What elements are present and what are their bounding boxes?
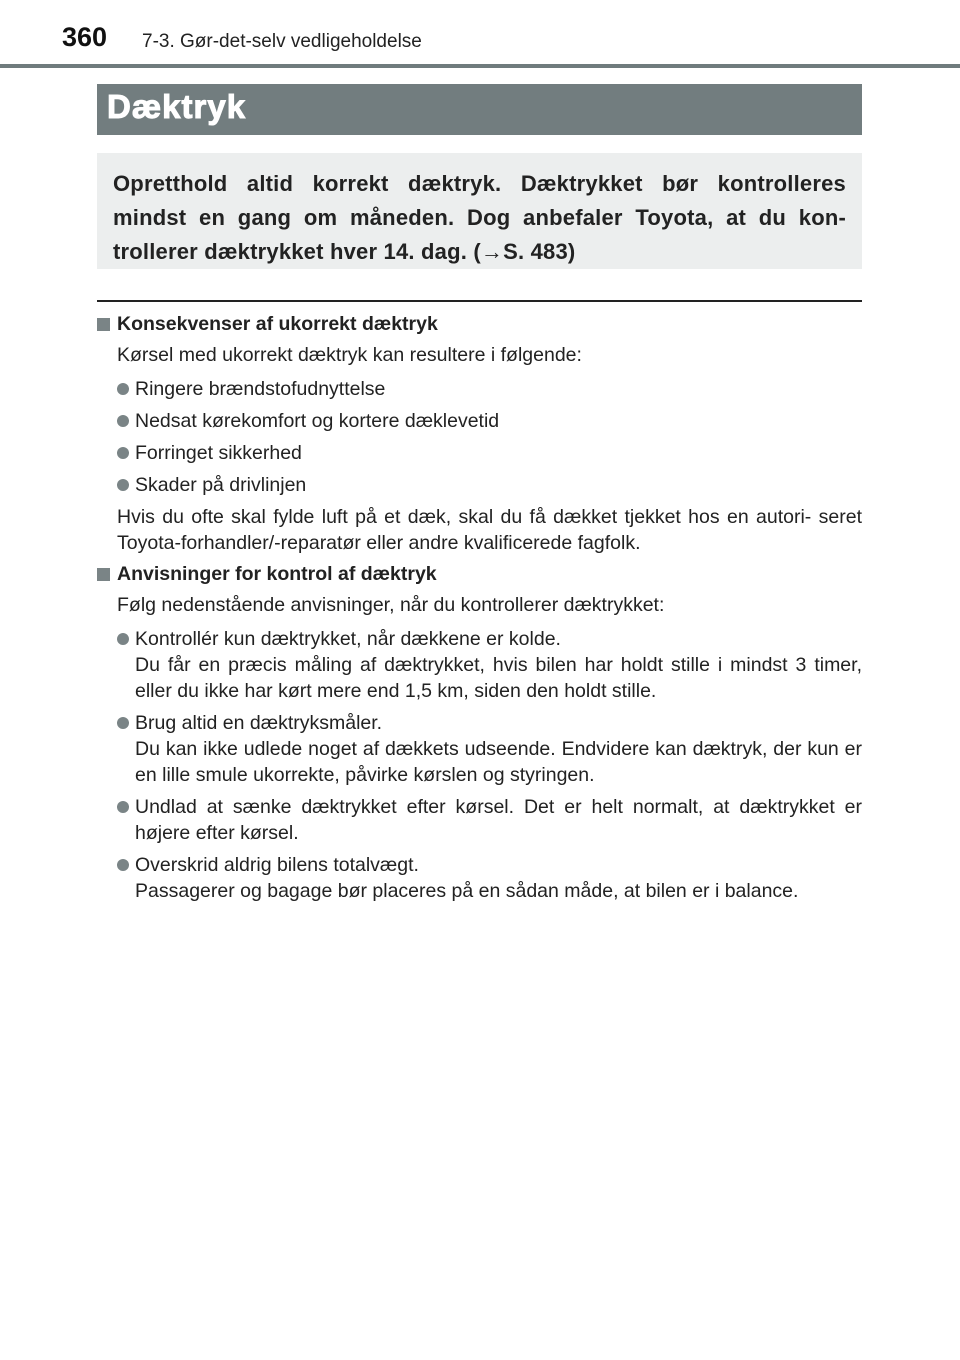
- list-item: [97, 626, 862, 704]
- list-item: [97, 408, 862, 434]
- list-item-text: Brug altid en dæktryksmåler.: [135, 712, 383, 734]
- page-number: 360: [62, 22, 108, 52]
- dot-bullet-icon: [117, 859, 129, 871]
- list-item-detail: Du kan ikke udlede noget af dækkets udseende. Endvidere kan dæktryk, der kun er en lille smule ukorrekte, påvirke kørslen og styringen.: [135, 738, 862, 786]
- list-item-text: Ringere brændstofudnyttelse: [135, 378, 386, 400]
- dot-bullet-icon: [117, 383, 129, 395]
- dot-bullet-icon: [117, 479, 129, 491]
- dot-bullet-icon: [117, 633, 129, 645]
- section-lead: Følg nedenstående anvisninger, når du kontrollerer dæktrykket:: [117, 594, 665, 616]
- section-lead: Kørsel med ukorrekt dæktryk kan resultere i følgende:: [117, 344, 582, 366]
- running-head: 7-3. Gør-det-selv vedligeholdelse: [142, 31, 422, 52]
- section-consequences: [97, 310, 862, 556]
- list-item-body: [135, 852, 862, 904]
- dot-bullet-icon: [117, 801, 129, 813]
- list-item-text: Kontrollér kun dæktrykket, når dækkene er kolde.: [135, 628, 561, 650]
- header-rule: [0, 64, 960, 68]
- list-item: [97, 440, 862, 466]
- list-item: [97, 794, 862, 846]
- section-rule: [97, 300, 862, 302]
- section-instructions: [97, 560, 862, 904]
- list-item: [97, 472, 862, 498]
- list-item-detail: Passagerer og bagage bør placeres på en sådan måde, at bilen er i balance.: [135, 880, 799, 902]
- section-heading: [97, 310, 862, 338]
- list-item-body: [135, 626, 862, 704]
- intro-box: [97, 153, 862, 269]
- list-item-text: Forringet sikkerhed: [135, 442, 302, 464]
- dot-bullet-icon: [117, 447, 129, 459]
- list-item: [97, 852, 862, 904]
- list-item: [97, 710, 862, 788]
- list-item-detail: Du får en præcis måling af dæktrykket, hvis bilen har holdt stille i mindst 3 timer, eller du ikke har kørt mere end 1,5 km, siden den holdt stille.: [135, 654, 862, 702]
- list-item-text: Nedsat kørekomfort og kortere dæklevetid: [135, 410, 500, 432]
- list-item-text: Overskrid aldrig bilens totalvægt.: [135, 854, 419, 876]
- section-heading-text: Anvisninger for kontrol af dæktryk: [117, 563, 437, 585]
- intro-text: Opretthold altid korrekt dæktryk. Dæktrykket bør kontrolleres mindst en gang om måneden. Dog anbefaler Toyota, at du kon- trollerer dæktrykket hver 14. dag. (→S. 483): [113, 171, 846, 264]
- list-item-body: [135, 794, 862, 846]
- section-heading-text: Konsekvenser af ukorrekt dæktryk: [117, 313, 438, 335]
- section-trailing-text: Hvis du ofte skal fylde luft på et dæk, skal du få dækket tjekket hos en autori- seret Toyota-forhandler/-reparatør eller andre kvalificerede fagfolk.: [117, 506, 862, 554]
- list-item: [97, 376, 862, 402]
- title-bar: [97, 84, 862, 135]
- dot-bullet-icon: [117, 717, 129, 729]
- square-bullet-icon: [97, 318, 110, 331]
- list-item-body: [135, 710, 862, 788]
- dot-bullet-icon: [117, 415, 129, 427]
- list-item-text: Undlad at sænke dæktrykket efter kørsel. Det er helt normalt, at dæktrykket er højere efter kørsel.: [135, 796, 862, 844]
- content: [97, 308, 862, 904]
- section-heading: [97, 560, 862, 588]
- list-item-text: Skader på drivlinjen: [135, 474, 307, 496]
- page-title: Dæktryk: [107, 88, 247, 125]
- square-bullet-icon: [97, 568, 110, 581]
